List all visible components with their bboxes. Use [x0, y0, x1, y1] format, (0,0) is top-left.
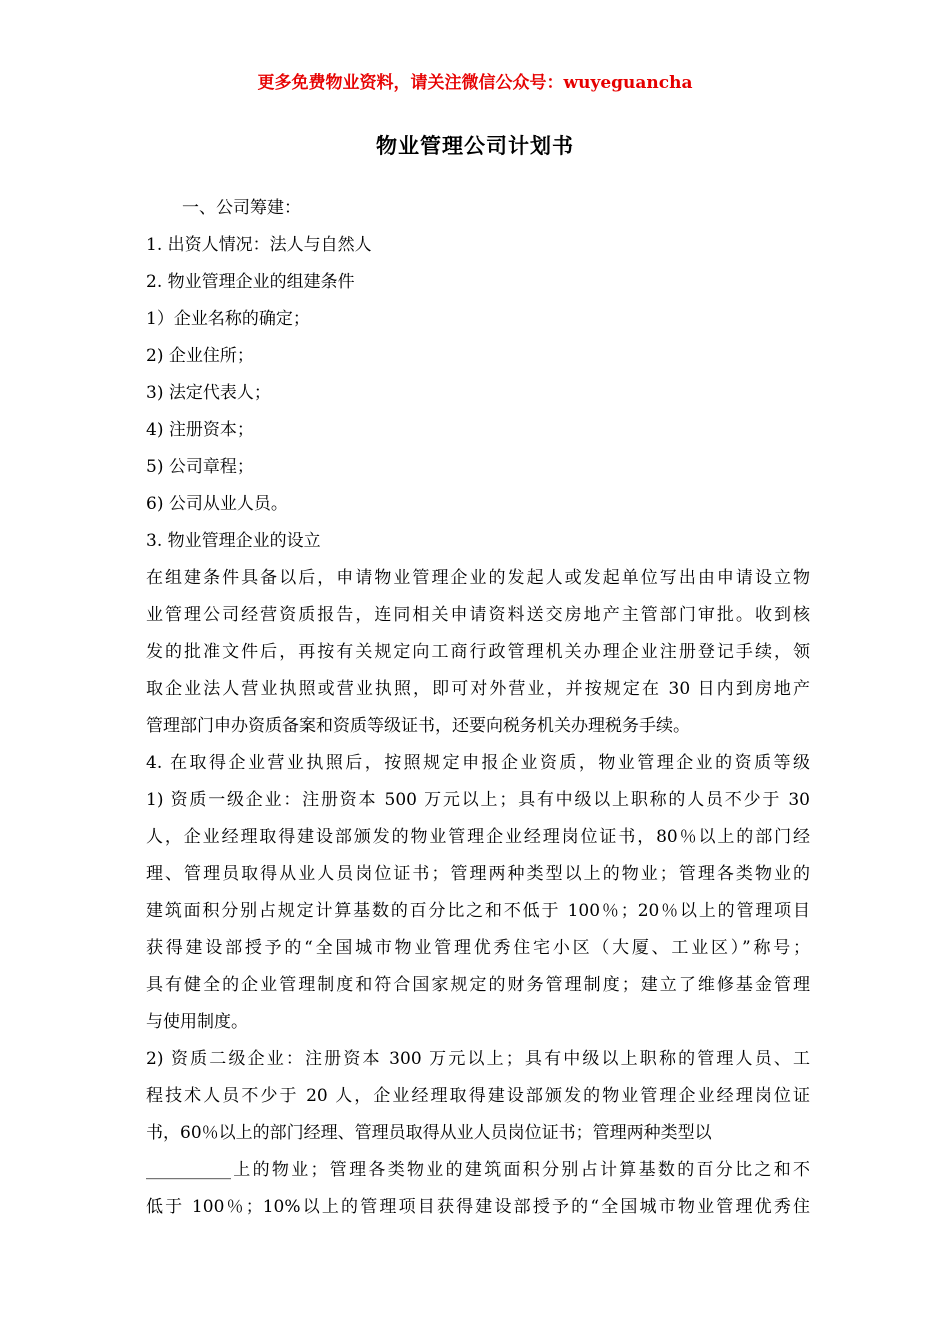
list-item: 4) 注册资本；: [146, 420, 254, 440]
paragraph-line: 4. 在取得企业营业执照后，按照规定申报企业资质，物业管理企业的资质等级: [146, 753, 810, 773]
paragraph-line: 1. 出资人情况：法人与自然人: [146, 235, 372, 255]
paragraph-line: 2. 物业管理企业的组建条件: [146, 272, 355, 292]
section-heading: 一、公司筹建：: [182, 198, 301, 218]
paragraph-line: 管理部门申办资质备案和资质等级证书，还要向税务机关办理税务手续。: [146, 716, 690, 736]
list-item: 3) 法定代表人；: [146, 383, 271, 403]
paragraph-line: __________上的物业；管理各类物业的建筑面积分别占计算基数的百分比之和不: [146, 1160, 810, 1180]
paragraph-line: 1) 资质一级企业：注册资本 500 万元以上；具有中级以上职称的人员不少于 30: [146, 790, 810, 810]
list-item: 2) 企业住所；: [146, 346, 254, 366]
list-item: 1）企业名称的确定；: [146, 309, 310, 329]
paragraph-line: 理、管理员取得从业人员岗位证书；管理两种类型以上的物业；管理各类物业的: [146, 864, 810, 884]
paragraph-line: 发的批准文件后，再按有关规定向工商行政管理机关办理企业注册登记手续，领: [146, 642, 810, 662]
paragraph-line: 建筑面积分别占规定计算基数的百分比之和不低于 100％；20％以上的管理项目: [146, 901, 810, 921]
paragraph-line: 与使用制度。: [146, 1012, 248, 1032]
paragraph-line: 低于 100％；10%以上的管理项目获得建设部授予的“全国城市物业管理优秀住: [146, 1197, 810, 1217]
document-body: [146, 190, 810, 1226]
paragraph-line: 3. 物业管理企业的设立: [146, 531, 321, 551]
list-item: 6) 公司从业人员。: [146, 494, 288, 514]
paragraph-line: 获得建设部授予的“全国城市物业管理优秀住宅小区（大厦、工业区）”称号；: [146, 938, 810, 958]
paragraph-line: 业管理公司经营资质报告，连同相关申请资料送交房地产主管部门审批。收到核: [146, 605, 810, 625]
paragraph-line: 2) 资质二级企业：注册资本 300 万元以上；具有中级以上职称的管理人员、工: [146, 1049, 810, 1069]
paragraph-line: 在组建条件具备以后，申请物业管理企业的发起人或发起单位写出由申请设立物: [146, 568, 810, 588]
list-item: 5) 公司章程；: [146, 457, 254, 477]
paragraph-line: 取企业法人营业执照或营业执照，即可对外营业，并按规定在 30 日内到房地产: [146, 679, 810, 699]
promo-banner: 更多免费物业资料，请关注微信公众号：wuyeguancha: [257, 73, 693, 93]
paragraph-line: 具有健全的企业管理制度和符合国家规定的财务管理制度；建立了维修基金管理: [146, 975, 810, 995]
paragraph-line: 人，企业经理取得建设部颁发的物业管理企业经理岗位证书，80％以上的部门经: [146, 827, 810, 847]
paragraph-line: 书，60％以上的部门经理、管理员取得从业人员岗位证书；管理两种类型以: [146, 1123, 712, 1143]
page-title: 物业管理公司计划书: [376, 133, 574, 158]
paragraph-line: 程技术人员不少于 20 人，企业经理取得建设部颁发的物业管理企业经理岗位证: [146, 1086, 810, 1106]
